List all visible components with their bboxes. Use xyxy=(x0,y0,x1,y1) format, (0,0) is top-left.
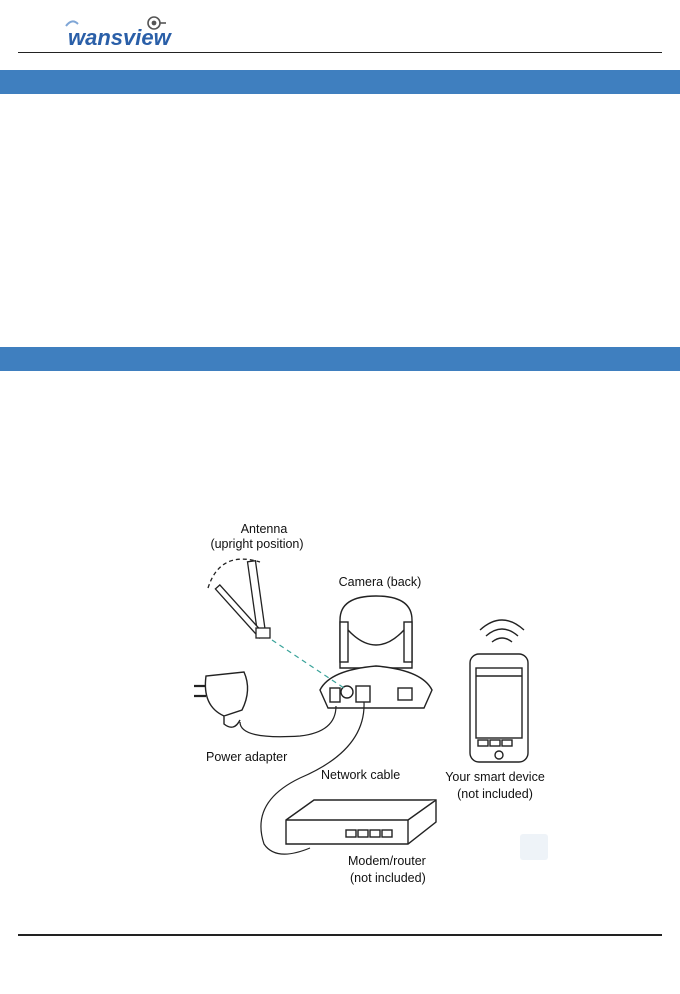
device-label-1: Your smart device xyxy=(445,770,545,784)
antenna-label-2: (upright position) xyxy=(210,537,304,551)
signal-dash-line xyxy=(272,640,344,688)
modem-router xyxy=(286,800,436,844)
faint-mark xyxy=(520,834,548,860)
antenna-label-1: Antenna xyxy=(240,522,288,536)
smart-device xyxy=(470,654,528,762)
network-label: Network cable xyxy=(321,768,401,782)
router-label-2: (not included) xyxy=(350,871,426,885)
camera-label: Camera (back) xyxy=(338,575,422,589)
power-adapter xyxy=(194,672,248,727)
section-band-top xyxy=(0,70,680,94)
antenna xyxy=(208,559,270,638)
header-rule xyxy=(18,52,662,53)
wifi-signal-icon xyxy=(480,620,524,642)
router-label-1: Modem/router xyxy=(348,854,426,868)
device-label-2: (not included) xyxy=(457,787,533,801)
power-label: Power adapter xyxy=(206,750,288,764)
camera xyxy=(320,596,432,708)
brand-logo xyxy=(62,14,202,50)
connection-diagram xyxy=(180,510,580,900)
svg-text:wansview: wansview xyxy=(68,25,171,50)
section-band-middle xyxy=(0,347,680,371)
power-cable xyxy=(240,706,336,737)
footer-rule xyxy=(18,934,662,936)
